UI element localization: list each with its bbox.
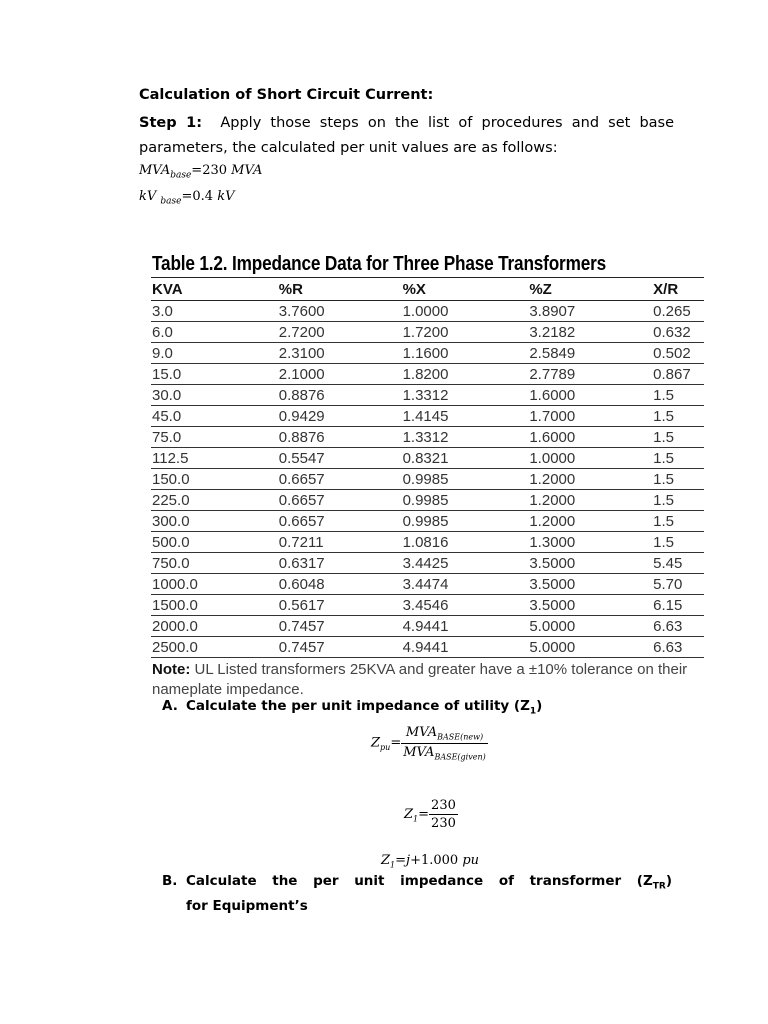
cell-z: 2.5849 (528, 343, 652, 364)
item-a-sub: 1 (529, 706, 537, 717)
cell-kva: 500.0 (151, 532, 278, 553)
item-b-close: ) (665, 873, 672, 889)
table-row (151, 553, 704, 574)
table-row (151, 343, 704, 364)
zpu-fraction (401, 725, 488, 761)
item-a-label: A. (162, 698, 178, 714)
kv-base-equation: kV $_{base}$=0.4 kV (139, 189, 235, 207)
table-top-rule (151, 277, 704, 278)
cell-r: 0.8876 (278, 385, 402, 406)
item-b-text: Calculate the per unit impedance of transformer (Z (186, 873, 653, 889)
cell-r: 0.7211 (278, 532, 402, 553)
step-1-label: Step 1: (139, 115, 203, 131)
z1-num: 230 (431, 798, 456, 813)
z1-fraction-formula: $Z_1=$ $\frac{230}{230}$ (404, 798, 456, 831)
cell-z: 1.6000 (528, 427, 652, 448)
item-b-sub: TR (652, 881, 666, 892)
item-b-line2: for Equipment’s (186, 897, 308, 914)
header-x: %X (402, 279, 529, 301)
cell-z: 1.2000 (528, 469, 652, 490)
cell-r: 2.7200 (278, 322, 402, 343)
cell-x: 3.4474 (402, 574, 529, 595)
table-row (151, 364, 704, 385)
cell-z: 3.5000 (528, 553, 652, 574)
table-row (151, 616, 704, 637)
cell-kva: 112.5 (151, 448, 278, 469)
cell-xr: 0.265 (652, 301, 704, 322)
kv-base-sub: base (160, 196, 182, 207)
cell-z: 1.2000 (528, 511, 652, 532)
cell-x: 0.9985 (402, 490, 529, 511)
table-row (151, 490, 704, 511)
cell-x: 1.0000 (402, 301, 529, 322)
cell-r: 0.6657 (278, 490, 402, 511)
z1-den: 230 (431, 816, 456, 831)
header-xr: X/R (652, 279, 704, 301)
cell-xr: 1.5 (652, 511, 704, 532)
cell-r: 2.3100 (278, 343, 402, 364)
table-row (151, 511, 704, 532)
table-row (151, 448, 704, 469)
table-row (151, 637, 704, 658)
section-heading: Calculation of Short Circuit Current: (139, 87, 434, 103)
cell-kva: 300.0 (151, 511, 278, 532)
cell-r: 0.9429 (278, 406, 402, 427)
cell-x: 4.9441 (402, 637, 529, 658)
cell-r: 0.8876 (278, 427, 402, 448)
mva-base-unit: MVA (231, 163, 263, 178)
cell-r: 0.5547 (278, 448, 402, 469)
mva-base-value: 230 (202, 163, 228, 178)
cell-x: 1.8200 (402, 364, 529, 385)
impedance-table (151, 279, 704, 658)
cell-z: 3.5000 (528, 574, 652, 595)
item-a-heading (162, 698, 542, 717)
zpu-num: MVA (405, 725, 438, 740)
mva-base-sub: base (170, 170, 192, 181)
cell-xr: 1.5 (652, 490, 704, 511)
cell-z: 1.7000 (528, 406, 652, 427)
table-header-row (151, 279, 704, 301)
cell-x: 1.7200 (402, 322, 529, 343)
z1r-lhs-sub: 1 (390, 860, 396, 870)
cell-kva: 30.0 (151, 385, 278, 406)
cell-kva: 150.0 (151, 469, 278, 490)
cell-z: 3.8907 (528, 301, 652, 322)
cell-x: 1.1600 (402, 343, 529, 364)
cell-xr: 1.5 (652, 385, 704, 406)
cell-r: 0.7457 (278, 637, 402, 658)
item-a-text: Calculate the per unit impedance of utility (Z (186, 698, 530, 714)
cell-kva: 15.0 (151, 364, 278, 385)
cell-x: 3.4546 (402, 595, 529, 616)
cell-z: 1.2000 (528, 490, 652, 511)
kv-base-symbol: kV (139, 189, 157, 204)
cell-z: 3.2182 (528, 322, 652, 343)
cell-r: 0.6657 (278, 469, 402, 490)
zpu-num-sub: BASE(new) (437, 732, 484, 742)
step-1-text: Apply those steps on the list of procedures and set base parameters, the calculated per unit values are as follows: (139, 115, 675, 156)
cell-x: 1.4145 (402, 406, 529, 427)
table-row (151, 469, 704, 490)
table-row (151, 532, 704, 553)
cell-xr: 6.15 (652, 595, 704, 616)
cell-x: 4.9441 (402, 616, 529, 637)
cell-r: 0.6317 (278, 553, 402, 574)
zpu-den: MVA (403, 744, 435, 760)
cell-z: 1.0000 (528, 448, 652, 469)
cell-r: 0.6657 (278, 511, 402, 532)
cell-r: 0.6048 (278, 574, 402, 595)
table-note (152, 660, 712, 700)
table-row (151, 301, 704, 322)
cell-xr: 5.45 (652, 553, 704, 574)
cell-xr: 0.502 (652, 343, 704, 364)
zpu-lhs-sub: pu (380, 743, 391, 753)
cell-x: 3.4425 (402, 553, 529, 574)
cell-kva: 750.0 (151, 553, 278, 574)
table-title: Table 1.2. Impedance Data for Three Phase Transformers (152, 253, 607, 275)
cell-kva: 3.0 (151, 301, 278, 322)
cell-kva: 225.0 (151, 490, 278, 511)
cell-r: 3.7600 (278, 301, 402, 322)
z1r-j: j (406, 853, 411, 868)
cell-r: 0.5617 (278, 595, 402, 616)
z1r-unit: pu (462, 853, 480, 868)
item-a-close: ) (536, 698, 543, 714)
cell-x: 0.9985 (402, 469, 529, 490)
item-b-heading (162, 872, 674, 916)
z1r-lhs: Z (381, 853, 391, 868)
cell-xr: 1.5 (652, 448, 704, 469)
cell-z: 1.3000 (528, 532, 652, 553)
z1-lhs-sub: 1 (413, 814, 419, 824)
cell-kva: 2500.0 (151, 637, 278, 658)
cell-kva: 1000.0 (151, 574, 278, 595)
cell-xr: 1.5 (652, 469, 704, 490)
note-text: UL Listed transformers 25KVA and greater have a ±10% tolerance on their nameplate impedance. (152, 661, 688, 698)
header-z: %Z (528, 279, 652, 301)
table-row (151, 574, 704, 595)
cell-x: 0.8321 (402, 448, 529, 469)
cell-kva: 6.0 (151, 322, 278, 343)
table-row (151, 385, 704, 406)
cell-xr: 5.70 (652, 574, 704, 595)
cell-r: 2.1000 (278, 364, 402, 385)
header-kva: KVA (151, 279, 278, 301)
cell-xr: 1.5 (652, 406, 704, 427)
zpu-den-sub: BASE(given) (434, 752, 486, 762)
kv-base-value: 0.4 (192, 189, 214, 204)
cell-z: 5.0000 (528, 616, 652, 637)
cell-z: 3.5000 (528, 595, 652, 616)
cell-z: 5.0000 (528, 637, 652, 658)
cell-xr: 0.632 (652, 322, 704, 343)
cell-xr: 0.867 (652, 364, 704, 385)
cell-xr: 6.63 (652, 616, 704, 637)
cell-x: 1.3312 (402, 427, 529, 448)
z1r-value: +1.000 (410, 853, 459, 868)
cell-z: 1.6000 (528, 385, 652, 406)
note-label: Note: (152, 661, 191, 678)
cell-xr: 6.63 (652, 637, 704, 658)
item-b-label: B. (162, 873, 178, 889)
cell-kva: 2000.0 (151, 616, 278, 637)
cell-x: 0.9985 (402, 511, 529, 532)
cell-kva: 1500.0 (151, 595, 278, 616)
zpu-lhs: Z (371, 735, 381, 751)
cell-z: 2.7789 (528, 364, 652, 385)
table-row (151, 595, 704, 616)
table-row (151, 427, 704, 448)
cell-kva: 75.0 (151, 427, 278, 448)
table-row (151, 322, 704, 343)
cell-xr: 1.5 (652, 532, 704, 553)
cell-xr: 1.5 (652, 427, 704, 448)
zpu-formula: $Z_{pu}=$ $\frac{MVA_{BASE(new)}}{MVA_{BASE(given)}}$ (371, 725, 486, 762)
header-r: %R (278, 279, 402, 301)
step-1-paragraph (139, 111, 674, 161)
kv-base-unit: kV (217, 189, 235, 204)
mva-base-symbol: MVA (139, 163, 171, 178)
z1-fraction (429, 798, 458, 831)
mva-base-equation: $MVA_{base}=230$ MVA (139, 163, 263, 181)
cell-x: 1.3312 (402, 385, 529, 406)
cell-kva: 45.0 (151, 406, 278, 427)
table-row (151, 406, 704, 427)
z1-result-formula: $Z_1=j+1.000$ pu (381, 853, 480, 870)
cell-r: 0.7457 (278, 616, 402, 637)
cell-x: 1.0816 (402, 532, 529, 553)
cell-kva: 9.0 (151, 343, 278, 364)
z1-lhs: Z (404, 807, 414, 822)
